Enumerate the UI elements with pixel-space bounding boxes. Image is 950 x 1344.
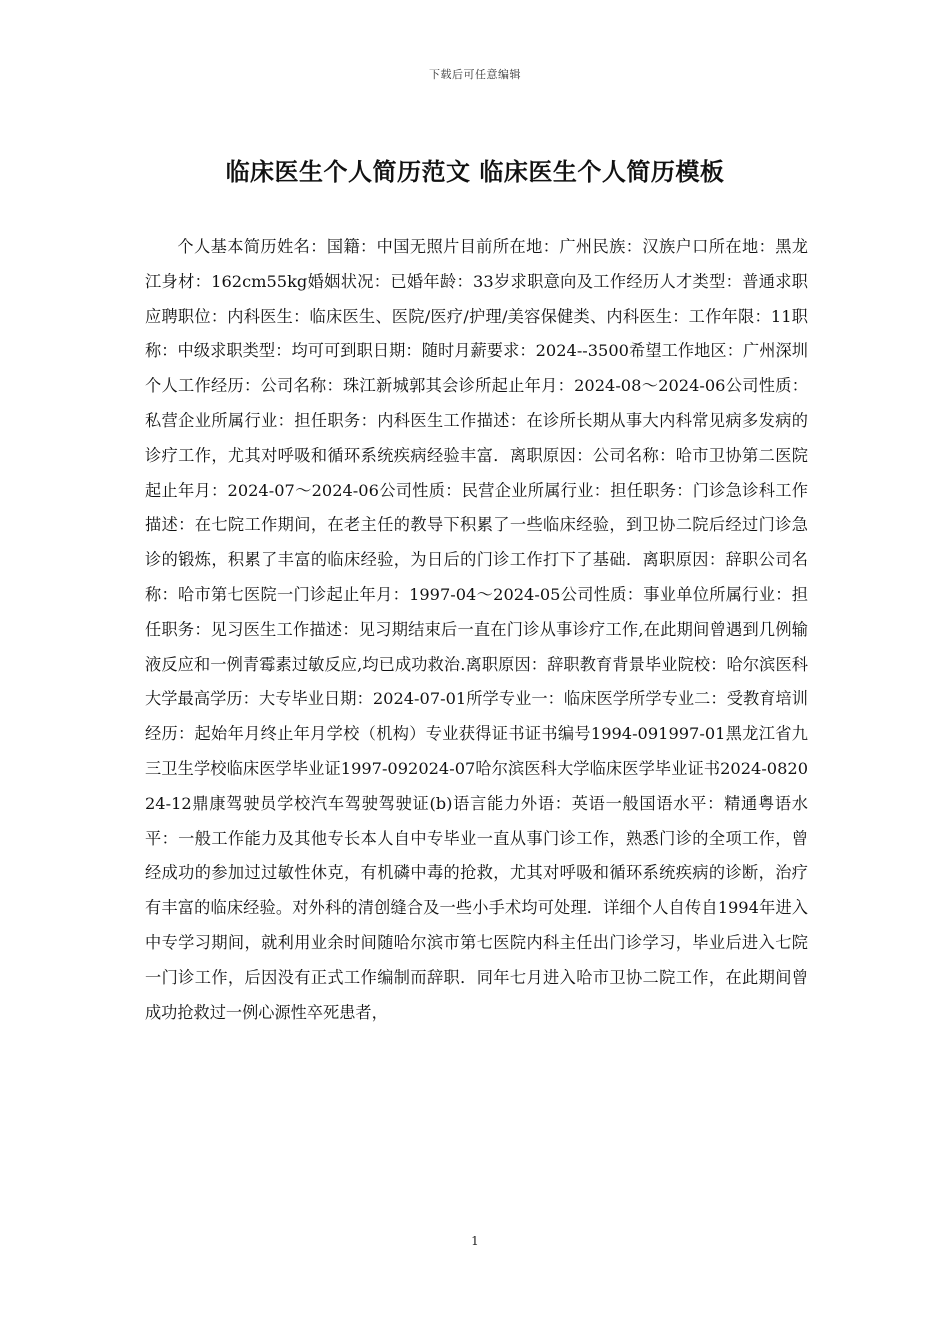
document-title: 临床医生个人简历范文 临床医生个人简历模板 — [225, 157, 725, 186]
header-note: 下载后可任意编辑 — [429, 68, 521, 81]
document-body-paragraph: 个人基本简历姓名：国籍：中国无照片目前所在地：广州民族：汉族户口所在地：黑龙江身材：162cm55kg婚姻状况：已婚年龄：33岁求职意向及工作经历人才类型：普通求职应聘职位：内科医生：临床医生、医院/医疗/护理/美容保健类、内科医生：工作年限：11职称：中级求职类型：均可可到职日期：随时月薪要求：2024--3500希望工作地区：广州深圳个人工作经历：公司名称：珠江新城郭其会诊所起止年月：2024-08～2024-06公司性质：私营企业所属行业：担任职务：内科医生工作描述：在诊所长期从事大内科常见病多发病的诊疗工作，尤其对呼吸和循环系统疾病经验丰富．离职原因：公司名称：哈市卫协第二医院起止年月：2024-07～2024-06公司性质：民营企业所属行业：担任职务：门诊急诊科工作描述：在七院工作期间，在老主任的教导下积累了一些临床经验，到卫协二院后经过门诊急诊的锻炼，积累了丰富的临床经验，为日后的门诊工作打下了基础．离职原因：辞职公司名称：哈市第七医院一门诊起止年月：1997-04～2024-05公司性质：事业单位所属行业：担任职务：见习医生工作描述：见习期结束后一直在门诊从事诊疗工作,在此期间曾遇到几例输液反应和一例青霉素过敏反应,均已成功救治.离职原因：辞职教育背景毕业院校：哈尔滨医科大学最高学历：大专毕业日期：2024-07-01所学专业一：临床医学所学专业二：受教育培训经历：起始年月终止年月学校（机构）专业获得证书证书编号1994-091997-01黑龙江省九三卫生学校临床医学毕业证1997-092024-07哈尔滨医科大学临床医学毕业证书2024-082024-12鼎康驾驶员学校汽车驾驶驾驶证(b)语言能力外语：英语一般国语水平：精通粤语水平：一般工作能力及其他专长本人自中专毕业一直从事门诊工作，熟悉门诊的全项工作，曾经成功的参加过过敏性休克，有机磷中毒的抢救，尤其对呼吸和循环系统疾病的诊断，治疗有丰富的临床经验。对外科的清创缝合及一些小手术均可处理．详细个人自传自1994年进入中专学习期间，就利用业余时间随哈尔滨市第七医院内科主任出门诊学习，毕业后进入七院一门诊工作，后因没有正式工作编制而辞职．同年七月进入哈市卫协二院工作，在此期间曾成功抢救过一例心源性卒死患者， — [145, 237, 808, 1022]
page-number: 1 — [471, 1234, 479, 1248]
